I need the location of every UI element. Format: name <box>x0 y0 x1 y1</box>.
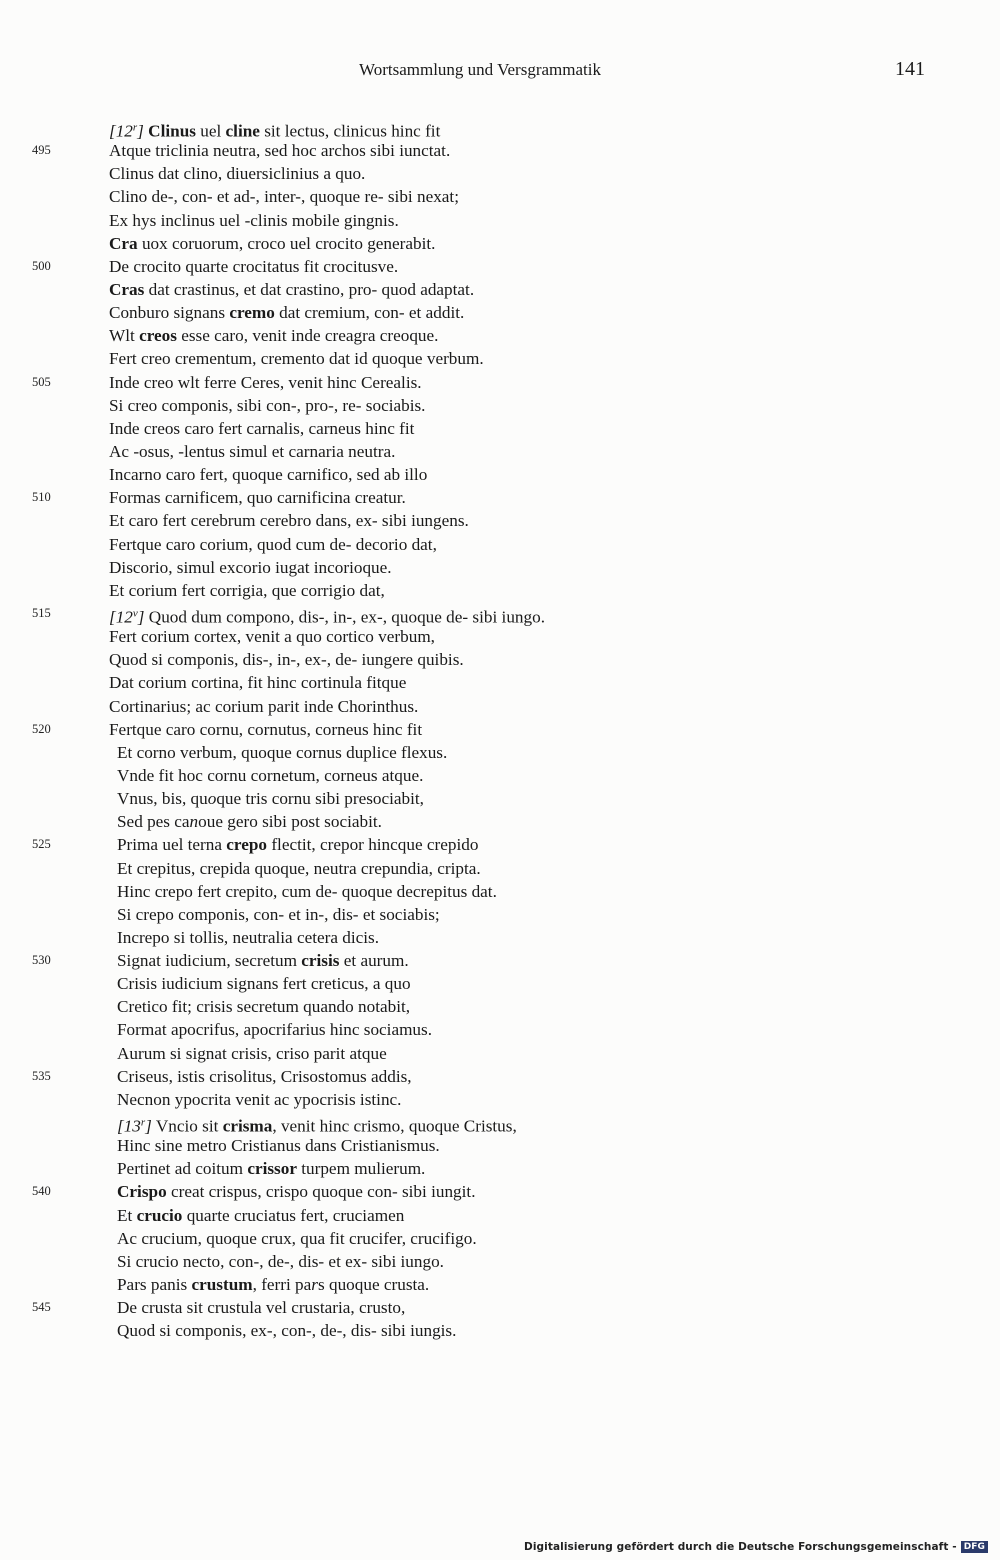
line-number: 510 <box>32 490 51 505</box>
line-number: 540 <box>32 1184 51 1199</box>
verse-line <box>0 556 1000 579</box>
verse-text-line: Ex hys inclinus uel -clinis mobile gingnis. <box>109 210 399 230</box>
verse-text-line: Ac crucium, quoque crux, qua fit crucifer, crucifigo. <box>117 1228 477 1248</box>
verse-line <box>0 764 1000 787</box>
verse-text-line: Vnus, bis, quoque tris cornu sibi presociabit, <box>117 789 424 809</box>
verse-line <box>0 602 1000 625</box>
verse-text-line: Fert corium cortex, venit a quo cortico verbum, <box>109 627 435 647</box>
verse-text-line: Si crucio necto, con-, de-, dis- et ex- sibi iungo. <box>117 1251 444 1271</box>
line-number: 525 <box>32 837 51 852</box>
verse-text-line: Quod si componis, ex-, con-, de-, dis- sibi iungis. <box>117 1321 457 1341</box>
verse-text-line: Signat iudicium, secretum crisis et aurum. <box>117 951 409 971</box>
verse-line <box>0 718 1000 741</box>
verse-line <box>0 1111 1000 1134</box>
verse-line <box>0 1065 1000 1088</box>
verse-text-line: Pars panis crustum, ferri pars quoque crusta. <box>117 1275 430 1295</box>
line-number: 500 <box>32 258 51 273</box>
verse-text-line: Wlt creos esse caro, venit inde creagra creoque. <box>109 326 439 346</box>
verse-line <box>0 1204 1000 1227</box>
line-number: 505 <box>32 374 51 389</box>
verse-line <box>0 671 1000 694</box>
verse-line <box>0 625 1000 648</box>
verse-text-line: Inde creos caro fert carnalis, carneus hinc fit <box>109 418 415 438</box>
verse-line <box>0 301 1000 324</box>
verse-text-line: Necnon ypocrita venit ac ypocrisis istinc. <box>117 1089 402 1109</box>
verse-text-line: Et corno verbum, quoque cornus duplice flexus. <box>117 742 448 762</box>
verse-line <box>0 232 1000 255</box>
verse-text-line: Si creo componis, sibi con-, pro-, re- sociabis. <box>109 395 426 415</box>
verse-line <box>0 1018 1000 1041</box>
verse-line <box>0 648 1000 671</box>
verse-line <box>0 417 1000 440</box>
page-number: 141 <box>895 58 925 80</box>
line-number: 545 <box>32 1300 51 1315</box>
verse-line <box>0 278 1000 301</box>
verse-line <box>0 139 1000 162</box>
verse-text-line: Prima uel terna crepo flectit, crepor hincque crepido <box>117 835 479 855</box>
verse-line <box>0 255 1000 278</box>
verse-line <box>0 209 1000 232</box>
verse-line <box>0 903 1000 926</box>
verse-line <box>0 162 1000 185</box>
verse-text-line: Dat corium cortina, fit hinc cortinula fitque <box>109 673 407 693</box>
verse-line <box>0 440 1000 463</box>
verse-line <box>0 810 1000 833</box>
verse-text-line: Discorio, simul excorio iugat incorioque. <box>109 557 392 577</box>
verse-line <box>0 463 1000 486</box>
line-number: 520 <box>32 721 51 736</box>
verse-line <box>0 1273 1000 1296</box>
verse-text-line: Cras dat crastinus, et dat crastino, pro- quod adaptat. <box>109 279 475 299</box>
verse-text-line: Pertinet ad coitum crissor turpem mulierum. <box>117 1159 426 1179</box>
verse-line <box>0 833 1000 856</box>
verse-text-line: Fert creo crementum, cremento dat id quoque verbum. <box>109 349 484 369</box>
line-number: 515 <box>32 605 51 620</box>
verse-text-line: Vnde fit hoc cornu cornetum, corneus atque. <box>117 765 424 785</box>
verse-line <box>0 695 1000 718</box>
verse-text-line: Cra uox coruorum, croco uel crocito generabit. <box>109 233 436 253</box>
verse-line <box>0 880 1000 903</box>
verse-text-line: Sed pes canoue gero sibi post sociabit. <box>117 812 382 832</box>
verse-line <box>0 1319 1000 1342</box>
verse-text-line: Incarno caro fert, quoque carnifico, sed ab illo <box>109 465 428 485</box>
verse-line <box>0 509 1000 532</box>
verse-line <box>0 1134 1000 1157</box>
verse-line <box>0 347 1000 370</box>
verse-line <box>0 926 1000 949</box>
verse-line <box>0 579 1000 602</box>
verse-line <box>0 1088 1000 1111</box>
verse-line <box>0 116 1000 139</box>
verse-text-line: Conburo signans cremo dat cremium, con- et addit. <box>109 303 465 323</box>
verse-text-line: Aurum si signat crisis, criso parit atque <box>117 1043 387 1063</box>
verse-text <box>0 116 1000 1342</box>
verse-line <box>0 1180 1000 1203</box>
verse-text-line: Criseus, istis crisolitus, Crisostomus addis, <box>117 1066 412 1086</box>
verse-text-line: Hinc sine metro Cristianus dans Cristianismus. <box>117 1136 440 1156</box>
verse-line <box>0 949 1000 972</box>
verse-line <box>0 995 1000 1018</box>
funding-footer <box>524 1541 988 1553</box>
verse-line <box>0 486 1000 509</box>
verse-text-line: Atque triclinia neutra, sed hoc archos sibi iunctat. <box>109 141 451 161</box>
verse-text-line: Format apocrifus, apocrifarius hinc sociamus. <box>117 1020 433 1040</box>
verse-text-line: [12$^r$] Clinus uel cline sit lectus, clinicus hinc fit <box>109 121 441 141</box>
verse-text-line: [13$^r$] Vncio sit crisma, venit hinc crismo, quoque Cristus, <box>117 1116 517 1136</box>
verse-text-line: Et crepitus, crepida quoque, neutra crepundia, cripta. <box>117 858 481 878</box>
verse-line <box>0 1296 1000 1319</box>
verse-text-line: Quod si componis, dis-, in-, ex-, de- iungere quibis. <box>109 650 464 670</box>
verse-text-line: Cortinarius; ac corium parit inde Chorinthus. <box>109 696 419 716</box>
verse-line <box>0 741 1000 764</box>
verse-line <box>0 1227 1000 1250</box>
running-header: Wortsammlung und Versgrammatik <box>359 60 601 79</box>
verse-line <box>0 533 1000 556</box>
verse-line <box>0 185 1000 208</box>
verse-line <box>0 1157 1000 1180</box>
verse-line <box>0 972 1000 995</box>
verse-text-line: Si crepo componis, con- et in-, dis- et sociabis; <box>117 904 440 924</box>
verse-line <box>0 787 1000 810</box>
line-number: 535 <box>32 1068 51 1083</box>
verse-line <box>0 371 1000 394</box>
verse-line <box>0 324 1000 347</box>
verse-text-line: Hinc crepo fert crepito, cum de- quoque decrepitus dat. <box>117 881 497 901</box>
verse-line <box>0 394 1000 417</box>
verse-text-line: Clino de-, con- et ad-, inter-, quoque re- sibi nexat; <box>109 187 459 207</box>
verse-text-line: Et crucio quarte cruciatus fert, cruciamen <box>117 1205 405 1225</box>
verse-text-line: Cretico fit; crisis secretum quando notabit, <box>117 997 411 1017</box>
verse-line <box>0 1250 1000 1273</box>
verse-text-line: Ac -osus, -lentus simul et carnaria neutra. <box>109 441 396 461</box>
verse-text-line: De crusta sit crustula vel crustaria, crusto, <box>117 1298 406 1318</box>
verse-text-line: Fertque caro cornu, cornutus, corneus hinc fit <box>109 719 423 739</box>
verse-text-line: Formas carnificem, quo carnificina creatur. <box>109 488 406 508</box>
verse-line <box>0 857 1000 880</box>
verse-text-line: Fertque caro corium, quod cum de- decorio dat, <box>109 534 437 554</box>
verse-text-line: Crisis iudicium signans fert creticus, a quo <box>117 974 411 994</box>
verse-text-line: Et caro fert cerebrum cerebro dans, ex- sibi iungens. <box>109 511 469 531</box>
verse-text-line: De crocito quarte crocitatus fit crocitusve. <box>109 256 399 276</box>
funding-note: Digitalisierung gefördert durch die Deutsche Forschungsgemeinschaft - <box>524 1541 957 1553</box>
verse-text-line: Inde creo wlt ferre Ceres, venit hinc Cerealis. <box>109 372 422 392</box>
verse-line <box>0 1042 1000 1065</box>
verse-text-line: [12$^v$] Quod dum compono, dis-, in-, ex-, quoque de- sibi iungo. <box>109 606 546 627</box>
line-number: 530 <box>32 953 51 968</box>
verse-text-line: Crispo creat crispus, crispo quoque con- sibi iungit. <box>117 1182 476 1202</box>
dfg-logo: DFG <box>961 1541 988 1553</box>
verse-text-line: Increpo si tollis, neutralia cetera dicis. <box>117 927 380 947</box>
line-number: 495 <box>32 143 51 158</box>
verse-text-line: Clinus dat clino, diuersiclinius a quo. <box>109 164 366 184</box>
verse-text-line: Et corium fert corrigia, que corrigio dat, <box>109 580 385 600</box>
